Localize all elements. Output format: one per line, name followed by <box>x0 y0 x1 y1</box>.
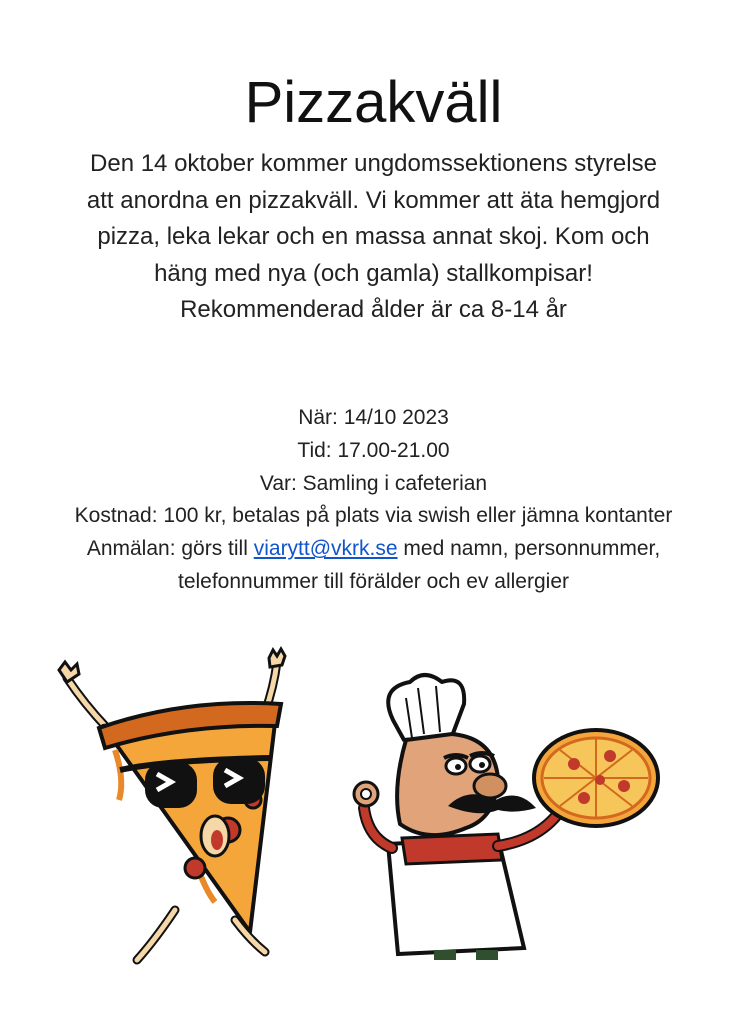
detail-when: När: 14/10 2023 <box>298 406 449 429</box>
pizza-chef-illustration <box>348 668 664 960</box>
pizza-slice-illustration <box>45 640 300 980</box>
event-details <box>70 402 677 599</box>
signup-suffix: med namn, personnummer, telefonnummer till förälder och ev allergier <box>177 537 661 593</box>
signup-prefix: Anmälan: görs till <box>86 537 254 561</box>
detail-time: Tid: 17.00-21.00 <box>297 438 450 462</box>
intro-paragraph: Den 14 oktober kommer ungdomssektionens styrelse att anordna en pizzakväll. Vi kommer att äta hemgjord pizza, leka lekar och en massa annat skoj. Kom och häng med nya (och gamla) stallkompisar! Rekommenderad ålder är ca 8-14 år <box>86 150 661 323</box>
page-title: Pizzakväll <box>244 70 503 135</box>
detail-cost: Kostnad: 100 kr, betalas på plats via swish eller jämna kontanter <box>74 504 673 528</box>
detail-signup <box>70 533 677 599</box>
detail-where: Var: Samling i cafeterian <box>259 471 488 495</box>
signup-email-link[interactable]: viarytt@vkrk.se <box>253 537 398 561</box>
